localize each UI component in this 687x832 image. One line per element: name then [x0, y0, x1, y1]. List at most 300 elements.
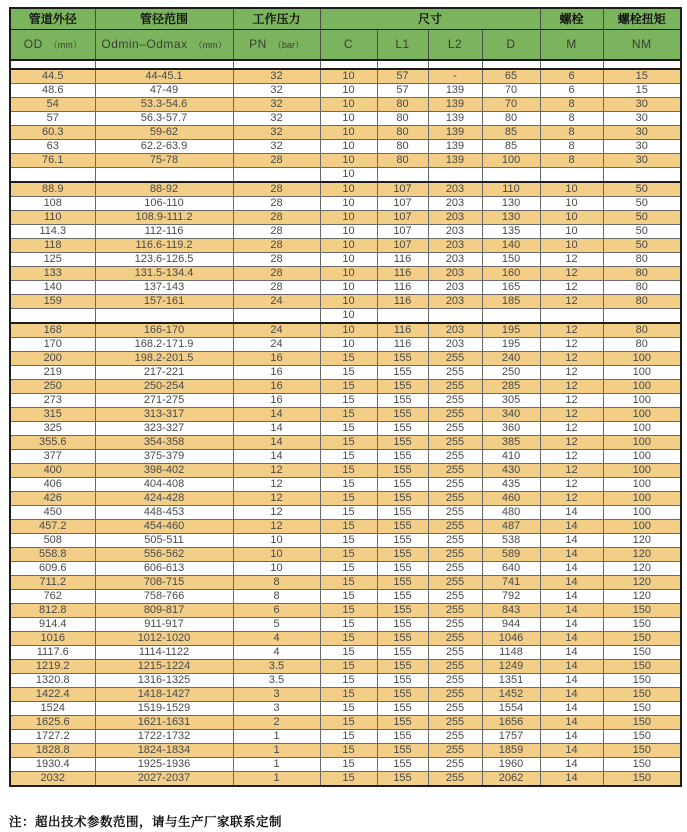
- cell: [10, 60, 95, 69]
- cell: 1722-1732: [95, 730, 233, 744]
- column-header-pn: PN （bar）: [233, 29, 320, 60]
- cell: 110: [10, 211, 95, 225]
- cell: 10: [540, 182, 603, 197]
- header-group-row: [10, 8, 681, 29]
- cell: 354-358: [95, 436, 233, 450]
- cell: 10: [233, 548, 320, 562]
- cell: 125: [10, 253, 95, 267]
- cell: [95, 60, 233, 69]
- cell: 255: [428, 646, 482, 660]
- cell: 12: [540, 338, 603, 352]
- column-header-od: OD （mm）: [10, 29, 95, 60]
- cell: 155: [377, 520, 428, 534]
- table-row: [10, 604, 681, 618]
- cell: 250: [10, 380, 95, 394]
- table-row: [10, 562, 681, 576]
- cell: 203: [428, 239, 482, 253]
- table-body: [10, 60, 681, 786]
- cell: 28: [233, 239, 320, 253]
- cell: 217-221: [95, 366, 233, 380]
- header-group-pressure: 工作压力: [233, 8, 320, 29]
- cell: 155: [377, 646, 428, 660]
- cell: 130: [482, 211, 540, 225]
- cell: 53.3-54.6: [95, 98, 233, 112]
- cell: 80: [377, 126, 428, 140]
- cell: 762: [10, 590, 95, 604]
- cell: 120: [603, 590, 681, 604]
- cell: [377, 309, 428, 324]
- cell: 107: [377, 197, 428, 211]
- cell: 8: [540, 98, 603, 112]
- cell: 10: [320, 295, 377, 309]
- cell: 255: [428, 632, 482, 646]
- cell: 32: [233, 84, 320, 98]
- cell: 203: [428, 295, 482, 309]
- cell: 255: [428, 758, 482, 772]
- table-row: [10, 323, 681, 338]
- cell: 1859: [482, 744, 540, 758]
- cell: 155: [377, 492, 428, 506]
- cell: 10: [320, 69, 377, 84]
- cell: 80: [377, 112, 428, 126]
- cell: 30: [603, 140, 681, 154]
- cell: 10: [540, 225, 603, 239]
- cell: 24: [233, 295, 320, 309]
- cell: 28: [233, 267, 320, 281]
- cell: 100: [603, 422, 681, 436]
- spacer-row: [10, 60, 681, 69]
- cell: 589: [482, 548, 540, 562]
- cell: 10: [320, 239, 377, 253]
- cell: 155: [377, 758, 428, 772]
- cell: 15: [320, 436, 377, 450]
- cell: 15: [320, 506, 377, 520]
- cell: 62.2-63.9: [95, 140, 233, 154]
- cell: 10: [320, 309, 377, 324]
- cell: 914.4: [10, 618, 95, 632]
- cell: 410: [482, 450, 540, 464]
- cell: 75-78: [95, 154, 233, 168]
- cell: 155: [377, 702, 428, 716]
- cell: 28: [233, 182, 320, 197]
- cell: 12: [540, 436, 603, 450]
- cell: 155: [377, 576, 428, 590]
- cell: 150: [603, 730, 681, 744]
- cell: 10: [320, 140, 377, 154]
- table-row: [10, 408, 681, 422]
- cell: [603, 60, 681, 69]
- cell: 16: [233, 380, 320, 394]
- cell: 15: [320, 758, 377, 772]
- cell: 14: [233, 436, 320, 450]
- cell: 2032: [10, 772, 95, 787]
- cell: 50: [603, 225, 681, 239]
- cell: 377: [10, 450, 95, 464]
- cell: 255: [428, 674, 482, 688]
- header-group-range: 管径范围: [95, 8, 233, 29]
- cell: 255: [428, 716, 482, 730]
- table-row: [10, 450, 681, 464]
- table-row: [10, 576, 681, 590]
- cell: [233, 60, 320, 69]
- pipe-spec-table: [9, 7, 682, 787]
- cell: 203: [428, 182, 482, 197]
- cell: 12: [540, 281, 603, 295]
- cell: 8: [540, 154, 603, 168]
- table-row: [10, 253, 681, 267]
- cell: 50: [603, 182, 681, 197]
- table-row: [10, 660, 681, 674]
- cell: 80: [482, 112, 540, 126]
- cell: 10: [233, 562, 320, 576]
- cell: 80: [377, 140, 428, 154]
- cell: 15: [320, 464, 377, 478]
- cell: 1824-1834: [95, 744, 233, 758]
- cell: 116: [377, 338, 428, 352]
- cell: 24: [233, 338, 320, 352]
- separator-row: [10, 168, 681, 183]
- cell: 255: [428, 464, 482, 478]
- cell: 155: [377, 436, 428, 450]
- cell: [95, 168, 233, 183]
- cell: 150: [603, 646, 681, 660]
- cell: 116: [377, 295, 428, 309]
- cell: 340: [482, 408, 540, 422]
- cell: 15: [320, 478, 377, 492]
- cell: 398-402: [95, 464, 233, 478]
- cell: 15: [603, 69, 681, 84]
- table-row: [10, 98, 681, 112]
- cell: 116: [377, 267, 428, 281]
- cell: 76.1: [10, 154, 95, 168]
- cell: 116.6-119.2: [95, 239, 233, 253]
- cell: 108: [10, 197, 95, 211]
- cell: 88.9: [10, 182, 95, 197]
- cell: 160: [482, 267, 540, 281]
- cell: 14: [233, 408, 320, 422]
- table-row: [10, 380, 681, 394]
- cell: 255: [428, 660, 482, 674]
- cell: 14: [540, 562, 603, 576]
- cell: 313-317: [95, 408, 233, 422]
- cell: 28: [233, 197, 320, 211]
- cell: 10: [320, 197, 377, 211]
- column-header-m: M: [540, 29, 603, 60]
- cell: 116: [377, 281, 428, 295]
- cell: 155: [377, 408, 428, 422]
- table-row: [10, 618, 681, 632]
- cell: 10: [320, 253, 377, 267]
- cell: 15: [320, 660, 377, 674]
- cell: 15: [320, 716, 377, 730]
- cell: 155: [377, 380, 428, 394]
- cell: 12: [540, 492, 603, 506]
- cell: 1: [233, 772, 320, 787]
- cell: 1351: [482, 674, 540, 688]
- cell: 454-460: [95, 520, 233, 534]
- cell: 14: [540, 548, 603, 562]
- cell: 255: [428, 576, 482, 590]
- cell: [482, 60, 540, 69]
- cell: 130: [482, 197, 540, 211]
- cell: 155: [377, 394, 428, 408]
- cell: 8: [540, 126, 603, 140]
- cell: 1: [233, 744, 320, 758]
- cell: 1117.6: [10, 646, 95, 660]
- cell: 57: [377, 69, 428, 84]
- cell: 155: [377, 674, 428, 688]
- cell: 155: [377, 688, 428, 702]
- cell: 32: [233, 112, 320, 126]
- cell: 12: [540, 323, 603, 338]
- cell: 12: [540, 366, 603, 380]
- cell: 14: [540, 674, 603, 688]
- table-row: [10, 197, 681, 211]
- table-row: [10, 225, 681, 239]
- cell: 3: [233, 702, 320, 716]
- cell: 80: [603, 253, 681, 267]
- cell: [10, 309, 95, 324]
- cell: 100: [603, 464, 681, 478]
- cell: 14: [540, 660, 603, 674]
- cell: 80: [603, 323, 681, 338]
- cell: 155: [377, 632, 428, 646]
- cell: 14: [540, 506, 603, 520]
- footnote: 注：超出技术参数范围，请与生产厂家联系定制: [9, 815, 283, 829]
- header-group-dimensions: 尺寸: [320, 8, 540, 29]
- cell: 15: [320, 450, 377, 464]
- table-row: [10, 632, 681, 646]
- cell: 150: [603, 758, 681, 772]
- cell: 65: [482, 69, 540, 84]
- cell: 139: [428, 154, 482, 168]
- cell: 14: [540, 632, 603, 646]
- cell: 150: [603, 744, 681, 758]
- table-row: [10, 112, 681, 126]
- cell: 255: [428, 520, 482, 534]
- cell: 203: [428, 267, 482, 281]
- cell: 166-170: [95, 323, 233, 338]
- cell: 28: [233, 211, 320, 225]
- header-column-row: [10, 29, 681, 60]
- cell: 150: [603, 604, 681, 618]
- cell: 1114-1122: [95, 646, 233, 660]
- cell: 100: [603, 408, 681, 422]
- cell: 155: [377, 730, 428, 744]
- cell: 14: [540, 590, 603, 604]
- cell: 100: [603, 520, 681, 534]
- cell: 255: [428, 450, 482, 464]
- cell: 240: [482, 352, 540, 366]
- cell: 8: [540, 140, 603, 154]
- cell: 28: [233, 154, 320, 168]
- cell: 155: [377, 478, 428, 492]
- cell: 116: [377, 323, 428, 338]
- cell: 12: [540, 352, 603, 366]
- cell: [428, 168, 482, 183]
- table-row: [10, 211, 681, 225]
- cell: 255: [428, 772, 482, 787]
- cell: 50: [603, 211, 681, 225]
- table-row: [10, 688, 681, 702]
- cell: 59-62: [95, 126, 233, 140]
- cell: 1757: [482, 730, 540, 744]
- cell: 100: [482, 154, 540, 168]
- cell: 911-917: [95, 618, 233, 632]
- cell: 14: [540, 534, 603, 548]
- cell: 150: [603, 632, 681, 646]
- cell: 4: [233, 632, 320, 646]
- cell: 85: [482, 126, 540, 140]
- cell: 255: [428, 548, 482, 562]
- cell: 30: [603, 112, 681, 126]
- cell: [540, 60, 603, 69]
- cell: 12: [540, 380, 603, 394]
- cell: 1418-1427: [95, 688, 233, 702]
- cell: 1625.6: [10, 716, 95, 730]
- cell: [540, 309, 603, 324]
- cell: [428, 309, 482, 324]
- cell: 609.6: [10, 562, 95, 576]
- cell: 100: [603, 394, 681, 408]
- cell: 255: [428, 534, 482, 548]
- cell: 110: [482, 182, 540, 197]
- cell: 315: [10, 408, 95, 422]
- cell: 1422.4: [10, 688, 95, 702]
- table-row: [10, 478, 681, 492]
- cell: 250-254: [95, 380, 233, 394]
- table-row: [10, 366, 681, 380]
- cell: 758-766: [95, 590, 233, 604]
- cell: 360: [482, 422, 540, 436]
- cell: 100: [603, 492, 681, 506]
- cell: 203: [428, 225, 482, 239]
- cell: [320, 60, 377, 69]
- column-header-l2: L2: [428, 29, 482, 60]
- cell: 195: [482, 323, 540, 338]
- cell: 10: [233, 534, 320, 548]
- cell: 14: [540, 618, 603, 632]
- cell: 708-715: [95, 576, 233, 590]
- cell: 100: [603, 380, 681, 394]
- cell: 480: [482, 506, 540, 520]
- cell: 1: [233, 730, 320, 744]
- cell: 450: [10, 506, 95, 520]
- cell: 203: [428, 323, 482, 338]
- cell: 100: [603, 478, 681, 492]
- cell: 100: [603, 450, 681, 464]
- cell: 1215-1224: [95, 660, 233, 674]
- cell: 16: [233, 394, 320, 408]
- cell: 155: [377, 772, 428, 787]
- cell: 15: [320, 520, 377, 534]
- cell: 255: [428, 422, 482, 436]
- cell: 48.6: [10, 84, 95, 98]
- cell: 139: [428, 112, 482, 126]
- table-row: [10, 295, 681, 309]
- cell: 16: [233, 352, 320, 366]
- cell: 107: [377, 182, 428, 197]
- cell: 16: [233, 366, 320, 380]
- cell: 385: [482, 436, 540, 450]
- cell: 1828.8: [10, 744, 95, 758]
- cell: 406: [10, 478, 95, 492]
- cell: 424-428: [95, 492, 233, 506]
- cell: 195: [482, 338, 540, 352]
- unit-label: （bar）: [272, 40, 304, 51]
- table-row: [10, 730, 681, 744]
- cell: 150: [603, 618, 681, 632]
- cell: 355.6: [10, 436, 95, 450]
- cell: 305: [482, 394, 540, 408]
- cell: 168.2-171.9: [95, 338, 233, 352]
- cell: 10: [320, 126, 377, 140]
- cell: 2: [233, 716, 320, 730]
- cell: 14: [540, 772, 603, 787]
- cell: 140: [10, 281, 95, 295]
- cell: 14: [540, 758, 603, 772]
- cell: 120: [603, 534, 681, 548]
- cell: 1219.2: [10, 660, 95, 674]
- cell: 57: [377, 84, 428, 98]
- cell: 558.8: [10, 548, 95, 562]
- cell: 255: [428, 478, 482, 492]
- cell: 60.3: [10, 126, 95, 140]
- cell: 12: [233, 520, 320, 534]
- cell: 85: [482, 140, 540, 154]
- cell: 1452: [482, 688, 540, 702]
- cell: 255: [428, 352, 482, 366]
- cell: 255: [428, 744, 482, 758]
- cell: 15: [320, 380, 377, 394]
- cell: 255: [428, 590, 482, 604]
- cell: 159: [10, 295, 95, 309]
- cell: 3: [233, 688, 320, 702]
- cell: 556-562: [95, 548, 233, 562]
- table-row: [10, 758, 681, 772]
- cell: 255: [428, 436, 482, 450]
- cell: 15: [320, 702, 377, 716]
- cell: 198.2-201.5: [95, 352, 233, 366]
- cell: 1656: [482, 716, 540, 730]
- cell: 1925-1936: [95, 758, 233, 772]
- cell: 1: [233, 758, 320, 772]
- cell: 203: [428, 281, 482, 295]
- cell: 12: [540, 267, 603, 281]
- cell: 14: [540, 604, 603, 618]
- cell: 28: [233, 253, 320, 267]
- cell: 57: [10, 112, 95, 126]
- cell: 1554: [482, 702, 540, 716]
- cell: 165: [482, 281, 540, 295]
- cell: 255: [428, 702, 482, 716]
- cell: 155: [377, 660, 428, 674]
- cell: 1930.4: [10, 758, 95, 772]
- column-header-d: D: [482, 29, 540, 60]
- cell: 12: [540, 394, 603, 408]
- cell: 435: [482, 478, 540, 492]
- cell: 14: [540, 716, 603, 730]
- cell: 944: [482, 618, 540, 632]
- table-row: [10, 140, 681, 154]
- cell: 170: [10, 338, 95, 352]
- cell: 139: [428, 126, 482, 140]
- cell: 538: [482, 534, 540, 548]
- cell: 255: [428, 730, 482, 744]
- cell: 741: [482, 576, 540, 590]
- cell: 203: [428, 211, 482, 225]
- cell: 150: [603, 688, 681, 702]
